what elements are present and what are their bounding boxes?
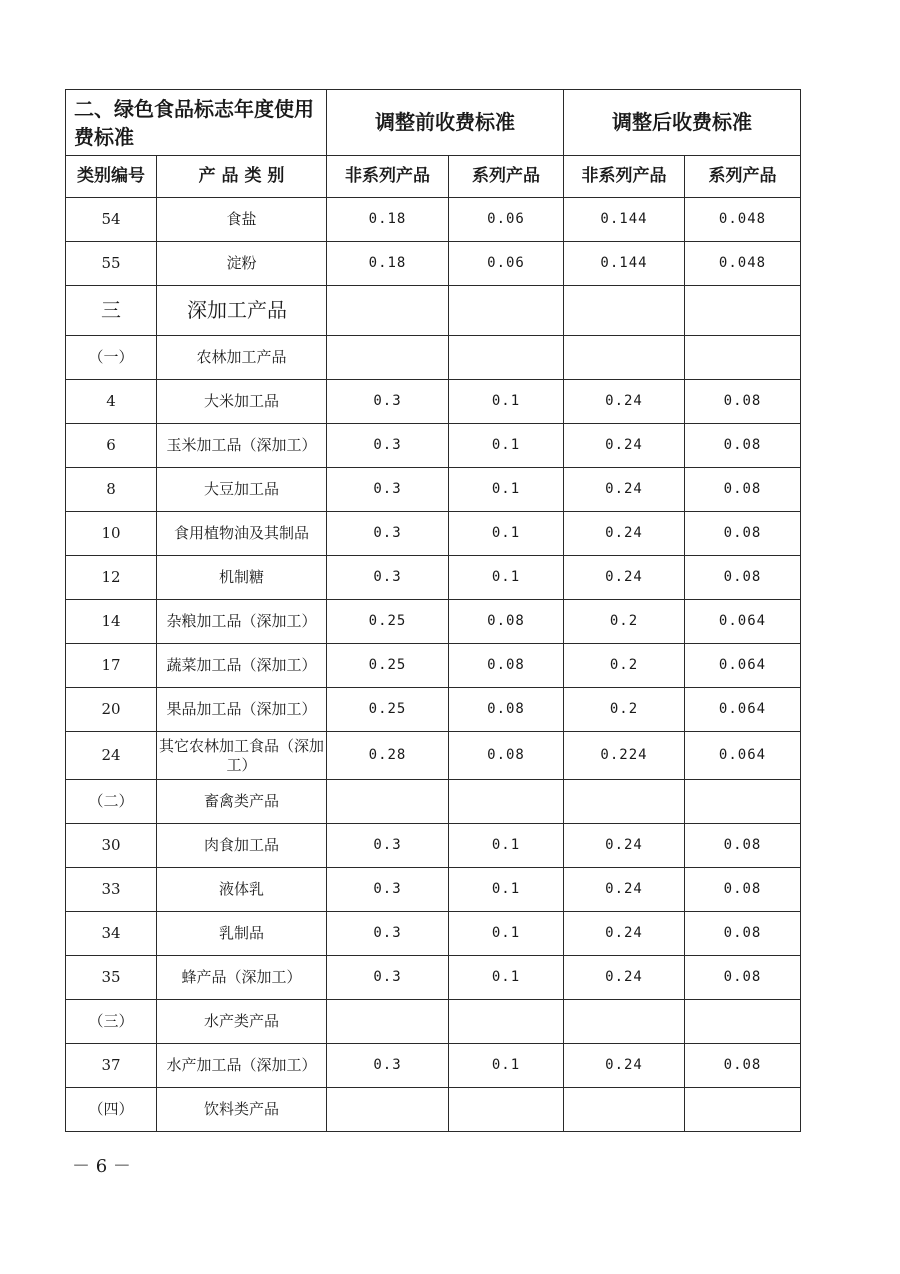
cell-after-nonseries: 0.24 bbox=[564, 1044, 685, 1088]
cell-category: 食用植物油及其制品 bbox=[157, 512, 327, 556]
cell-after-series: 0.08 bbox=[685, 468, 801, 512]
cell-code: 55 bbox=[66, 242, 157, 286]
cell-after-series bbox=[685, 1088, 801, 1132]
cell-before-series: 0.1 bbox=[449, 380, 564, 424]
cell-category: 液体乳 bbox=[157, 868, 327, 912]
cell-category: 农林加工产品 bbox=[157, 336, 327, 380]
cell-after-series: 0.048 bbox=[685, 198, 801, 242]
cell-code: 30 bbox=[66, 824, 157, 868]
cell-code: 4 bbox=[66, 380, 157, 424]
cell-category: 畜禽类产品 bbox=[157, 780, 327, 824]
cell-after-nonseries: 0.24 bbox=[564, 424, 685, 468]
cell-after-nonseries: 0.2 bbox=[564, 600, 685, 644]
cell-code: （二） bbox=[66, 780, 157, 824]
cell-category: 肉食加工品 bbox=[157, 824, 327, 868]
table-row bbox=[66, 644, 801, 688]
table-row bbox=[66, 336, 801, 380]
table-body bbox=[66, 90, 801, 1132]
cell-before-nonseries: 0.3 bbox=[327, 956, 449, 1000]
cell-before-series: 0.1 bbox=[449, 868, 564, 912]
cell-before-series: 0.06 bbox=[449, 198, 564, 242]
cell-category: 饮料类产品 bbox=[157, 1088, 327, 1132]
cell-before-series bbox=[449, 336, 564, 380]
column-header-after-nonseries: 非系列产品 bbox=[564, 156, 685, 198]
cell-code: 33 bbox=[66, 868, 157, 912]
cell-code: 37 bbox=[66, 1044, 157, 1088]
cell-after-series: 0.08 bbox=[685, 512, 801, 556]
cell-category: 大米加工品 bbox=[157, 380, 327, 424]
table-row bbox=[66, 1088, 801, 1132]
table-row bbox=[66, 780, 801, 824]
cell-code: 17 bbox=[66, 644, 157, 688]
cell-before-series: 0.06 bbox=[449, 242, 564, 286]
cell-before-nonseries: 0.3 bbox=[327, 1044, 449, 1088]
cell-code: 20 bbox=[66, 688, 157, 732]
cell-after-nonseries: 0.144 bbox=[564, 198, 685, 242]
header-row-columns bbox=[66, 156, 801, 198]
cell-after-nonseries: 0.24 bbox=[564, 912, 685, 956]
cell-category: 水产类产品 bbox=[157, 1000, 327, 1044]
cell-code: 10 bbox=[66, 512, 157, 556]
table-row bbox=[66, 1044, 801, 1088]
cell-before-series bbox=[449, 1000, 564, 1044]
cell-before-series: 0.08 bbox=[449, 644, 564, 688]
table-row bbox=[66, 824, 801, 868]
cell-after-nonseries: 0.24 bbox=[564, 824, 685, 868]
table-row bbox=[66, 424, 801, 468]
cell-before-nonseries: 0.18 bbox=[327, 198, 449, 242]
cell-before-nonseries: 0.3 bbox=[327, 868, 449, 912]
table-row bbox=[66, 242, 801, 286]
page-number: － 6 － bbox=[72, 1156, 131, 1177]
cell-category: 淀粉 bbox=[157, 242, 327, 286]
cell-after-series: 0.08 bbox=[685, 424, 801, 468]
cell-before-series: 0.1 bbox=[449, 912, 564, 956]
table-row bbox=[66, 912, 801, 956]
table-row bbox=[66, 688, 801, 732]
cell-before-nonseries: 0.25 bbox=[327, 600, 449, 644]
cell-before-series: 0.1 bbox=[449, 824, 564, 868]
cell-after-nonseries: 0.24 bbox=[564, 556, 685, 600]
cell-before-nonseries: 0.25 bbox=[327, 644, 449, 688]
cell-category: 深加工产品 bbox=[157, 286, 327, 336]
cell-code: 54 bbox=[66, 198, 157, 242]
table-row bbox=[66, 556, 801, 600]
cell-code: （四） bbox=[66, 1088, 157, 1132]
cell-before-nonseries bbox=[327, 780, 449, 824]
cell-category: 蜂产品（深加工） bbox=[157, 956, 327, 1000]
before-standard-header: 调整前收费标准 bbox=[327, 90, 564, 156]
cell-before-series: 0.1 bbox=[449, 1044, 564, 1088]
cell-code: 6 bbox=[66, 424, 157, 468]
cell-category: 水产加工品（深加工） bbox=[157, 1044, 327, 1088]
cell-before-nonseries: 0.3 bbox=[327, 556, 449, 600]
column-header-code: 类别编号 bbox=[66, 156, 157, 198]
cell-after-series: 0.064 bbox=[685, 732, 801, 780]
cell-after-series: 0.08 bbox=[685, 380, 801, 424]
cell-before-series: 0.08 bbox=[449, 688, 564, 732]
cell-after-series: 0.08 bbox=[685, 824, 801, 868]
cell-category: 果品加工品（深加工） bbox=[157, 688, 327, 732]
cell-after-series bbox=[685, 336, 801, 380]
column-header-after-series: 系列产品 bbox=[685, 156, 801, 198]
cell-after-nonseries bbox=[564, 336, 685, 380]
cell-after-nonseries: 0.24 bbox=[564, 380, 685, 424]
cell-after-nonseries: 0.2 bbox=[564, 688, 685, 732]
cell-after-nonseries bbox=[564, 1000, 685, 1044]
cell-code: 34 bbox=[66, 912, 157, 956]
cell-before-series: 0.1 bbox=[449, 512, 564, 556]
cell-code: 24 bbox=[66, 732, 157, 780]
cell-after-nonseries: 0.24 bbox=[564, 868, 685, 912]
cell-category: 玉米加工品（深加工） bbox=[157, 424, 327, 468]
cell-before-series: 0.1 bbox=[449, 468, 564, 512]
table-row bbox=[66, 956, 801, 1000]
table-row bbox=[66, 868, 801, 912]
cell-after-series: 0.08 bbox=[685, 868, 801, 912]
column-header-before-nonseries: 非系列产品 bbox=[327, 156, 449, 198]
cell-category: 杂粮加工品（深加工） bbox=[157, 600, 327, 644]
cell-after-series: 0.048 bbox=[685, 242, 801, 286]
cell-after-nonseries: 0.24 bbox=[564, 512, 685, 556]
cell-category: 大豆加工品 bbox=[157, 468, 327, 512]
cell-before-series: 0.08 bbox=[449, 732, 564, 780]
cell-after-series bbox=[685, 1000, 801, 1044]
cell-after-nonseries: 0.144 bbox=[564, 242, 685, 286]
cell-after-nonseries: 0.24 bbox=[564, 956, 685, 1000]
cell-after-nonseries: 0.2 bbox=[564, 644, 685, 688]
cell-code: 8 bbox=[66, 468, 157, 512]
cell-before-series: 0.1 bbox=[449, 956, 564, 1000]
cell-before-series bbox=[449, 286, 564, 336]
header-row-main bbox=[66, 90, 801, 156]
cell-after-series: 0.08 bbox=[685, 556, 801, 600]
cell-after-series: 0.064 bbox=[685, 600, 801, 644]
column-header-category: 产 品 类 别 bbox=[157, 156, 327, 198]
cell-category: 机制糖 bbox=[157, 556, 327, 600]
after-standard-header: 调整后收费标准 bbox=[564, 90, 801, 156]
cell-category: 蔬菜加工品（深加工） bbox=[157, 644, 327, 688]
table-title: 二、绿色食品标志年度使用费标准 bbox=[66, 90, 327, 156]
cell-code: 12 bbox=[66, 556, 157, 600]
cell-before-nonseries bbox=[327, 1088, 449, 1132]
cell-after-series bbox=[685, 286, 801, 336]
fee-standard-table bbox=[65, 89, 801, 1132]
cell-before-series: 0.1 bbox=[449, 556, 564, 600]
cell-after-series: 0.064 bbox=[685, 688, 801, 732]
cell-before-nonseries: 0.18 bbox=[327, 242, 449, 286]
table-row bbox=[66, 380, 801, 424]
table-row bbox=[66, 600, 801, 644]
cell-after-nonseries bbox=[564, 780, 685, 824]
cell-before-nonseries bbox=[327, 336, 449, 380]
cell-after-series: 0.08 bbox=[685, 1044, 801, 1088]
cell-before-nonseries: 0.3 bbox=[327, 824, 449, 868]
cell-after-nonseries: 0.24 bbox=[564, 468, 685, 512]
cell-after-nonseries bbox=[564, 286, 685, 336]
cell-category: 食盐 bbox=[157, 198, 327, 242]
cell-before-nonseries bbox=[327, 286, 449, 336]
cell-before-nonseries: 0.3 bbox=[327, 512, 449, 556]
cell-after-nonseries: 0.224 bbox=[564, 732, 685, 780]
cell-before-nonseries: 0.25 bbox=[327, 688, 449, 732]
cell-before-nonseries: 0.3 bbox=[327, 912, 449, 956]
cell-before-nonseries: 0.3 bbox=[327, 424, 449, 468]
cell-before-series: 0.08 bbox=[449, 600, 564, 644]
table-row bbox=[66, 512, 801, 556]
cell-before-nonseries bbox=[327, 1000, 449, 1044]
cell-after-series: 0.08 bbox=[685, 956, 801, 1000]
cell-before-nonseries: 0.28 bbox=[327, 732, 449, 780]
table-row bbox=[66, 198, 801, 242]
cell-code: 三 bbox=[66, 286, 157, 336]
cell-before-series bbox=[449, 1088, 564, 1132]
cell-before-nonseries: 0.3 bbox=[327, 380, 449, 424]
cell-code: 35 bbox=[66, 956, 157, 1000]
cell-code: （三） bbox=[66, 1000, 157, 1044]
cell-before-series: 0.1 bbox=[449, 424, 564, 468]
table-row bbox=[66, 468, 801, 512]
cell-code: （一） bbox=[66, 336, 157, 380]
table-row bbox=[66, 732, 801, 780]
cell-after-series: 0.08 bbox=[685, 912, 801, 956]
column-header-before-series: 系列产品 bbox=[449, 156, 564, 198]
cell-before-series bbox=[449, 780, 564, 824]
cell-after-series: 0.064 bbox=[685, 644, 801, 688]
cell-before-nonseries: 0.3 bbox=[327, 468, 449, 512]
cell-after-series bbox=[685, 780, 801, 824]
cell-code: 14 bbox=[66, 600, 157, 644]
section-row bbox=[66, 286, 801, 336]
cell-category: 乳制品 bbox=[157, 912, 327, 956]
cell-after-nonseries bbox=[564, 1088, 685, 1132]
cell-category: 其它农林加工食品（深加工） bbox=[157, 732, 327, 780]
table-row bbox=[66, 1000, 801, 1044]
